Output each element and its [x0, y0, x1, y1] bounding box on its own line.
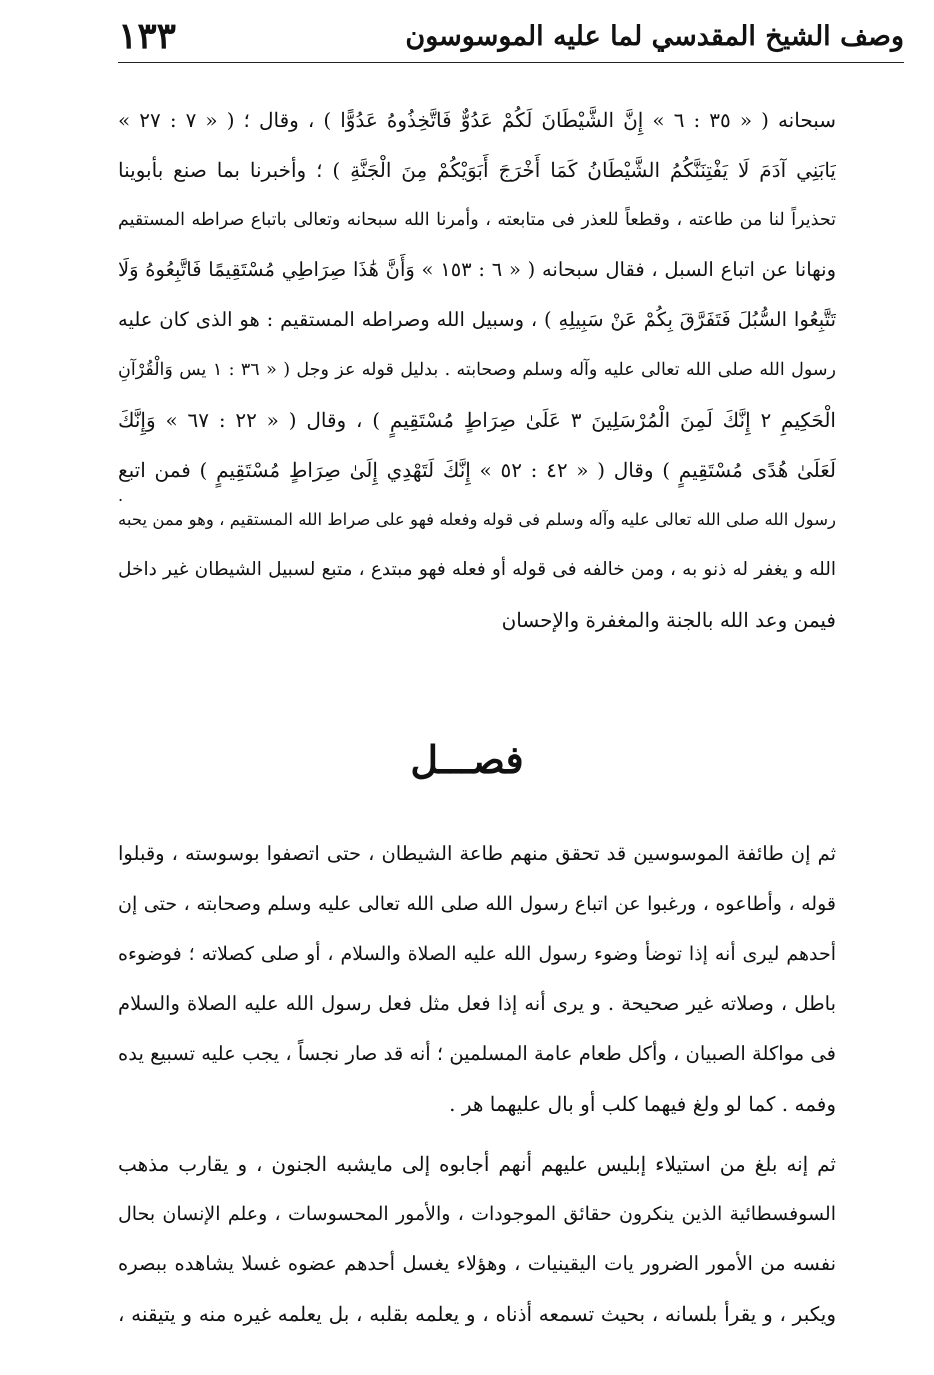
text-line: ثم إن طائفة الموسوسين قد تحقق منهم طاعة الشيطان ، حتى اتصفوا بوسوسته ، وقبلوا	[118, 842, 836, 865]
text-line: رسول الله صلى الله تعالى عليه وآله وسلم فى قوله وفعله فهو على صراط الله المستقيم ، وهو ممن يحبه	[118, 510, 836, 529]
text-line: فى مواكلة الصبيان ، وأكل طعام عامة المسلمين ؛ أنه قد صار نجساً ، يجب عليه تسبيع يده	[118, 1042, 836, 1065]
text-line: يَابَنِي آدَمَ لَا يَفْتِنَنَّكُمُ الشَّيْطَانُ كَمَا أَخْرَجَ أَبَوَيْكُمْ مِنَ الْجَنَّةِ ) ؛ وأخبرنا بما صنع بأبوينا	[118, 158, 836, 182]
running-header	[118, 10, 904, 63]
text-line: وفمه . كما لو ولغ فيهما كلب أو بال عليهما هر .	[449, 1092, 836, 1116]
running-title: وصف الشيخ المقدسي لما عليه الموسوسون	[405, 20, 904, 52]
text-line: سبحانه ( « ٣٥ : ٦ » إِنَّ الشَّيْطَانَ لَكُمْ عَدُوٌّ فَاتَّخِذُوهُ عَدُوًّا ) ، وقال ؛ ( « ٧ : ٢٧ »	[118, 108, 836, 132]
paragraph-3	[118, 1139, 836, 1339]
text-line: نفسه من الأمور الضرور يات اليقينيات ، وهؤلاء يغسل أحدهم عضوه غسلا يشاهده ببصره	[118, 1252, 836, 1275]
paragraph-2	[118, 829, 836, 1129]
text-line: فيمن وعد الله بالجنة والمغفرة والإحسان	[501, 608, 836, 632]
text-line: رسول الله صلى الله تعالى عليه وآله وسلم وصحابته . بدليل قوله عز وجل ( « ٣٦ : ١ يس وَالْقُرْآنِ	[118, 360, 836, 380]
text-line: السوفسطائية الذين ينكرون حقائق الموجودات ، والأمور المحسوسات ، وعلم الإنسان بحال	[118, 1203, 836, 1225]
text-line: ثم إنه بلغ من استيلاء إبليس عليهم أنهم أجابوه إلى مايشبه الجنون ، و يقارب مذهب	[118, 1152, 836, 1176]
text-line: تحذيراً لنا من طاعته ، وقطعاً للعذر فى متابعته ، وأمرنا الله سبحانه وتعالى باتباع صراطه المستقيم	[118, 210, 836, 230]
text-line: الله و يغفر له ذنو به ، ومن خالفه فى قوله أو فعله فهو مبتدع ، متبع لسبيل الشيطان غير داخل	[118, 559, 836, 580]
text-line: ويكبر ، و يقرأ بلسانه ، بحيث تسمعه أذناه ، و يعلمه بقلبه ، بل يعلمه غيره منه و يتيقنه ،	[118, 1302, 836, 1326]
text-line: ونهانا عن اتباع السبل ، فقال سبحانه ( « ٦ : ١٥٣ » وَأَنَّ هَٰذَا صِرَاطِي مُسْتَقِيمًا فَاتَّبِعُوهُ وَلَا	[118, 258, 836, 281]
section-heading: فصـــل	[410, 737, 524, 782]
page-number: ١٣٣	[118, 15, 177, 57]
text-line: تَتَّبِعُوا السُّبُلَ فَتَفَرَّقَ بِكُمْ عَنْ سَبِيلِهِ ) ، وسبيل الله وصراطه المستقيم : هو الذى كان عليه	[118, 308, 836, 331]
paragraph-1	[118, 95, 836, 645]
text-line: قوله ، وأطاعوه ، ورغبوا عن اتباع رسول الله صلى الله تعالى عليه وسلم وصحابته ، حتى إن	[118, 893, 836, 915]
stray-mark: .	[118, 486, 124, 505]
text-line: الْحَكِيمِ ٢ إِنَّكَ لَمِنَ الْمُرْسَلِينَ ٣ عَلَىٰ صِرَاطٍ مُسْتَقِيمٍ ) ، وقال ( « ٢٢ : ٦٧ » وَإِنَّكَ	[118, 408, 836, 432]
text-line: أحدهم ليرى أنه إذا توضأ وضوء رسول الله عليه الصلاة والسلام ، أو صلى كصلاته ؛ فوضوءه	[118, 943, 836, 965]
text-line: باطل ، وصلاته غير صحيحة . و يرى أنه إذا فعل مثل فعل رسول الله عليه الصلاة والسلام	[118, 992, 836, 1015]
text-line: لَعَلَىٰ هُدًى مُسْتَقِيمٍ ) وقال ( « ٤٢ : ٥٢ » إِنَّكَ لَتَهْدِي إِلَىٰ صِرَاطٍ مُسْتَقِيمٍ ) فمن اتبع	[118, 458, 836, 482]
